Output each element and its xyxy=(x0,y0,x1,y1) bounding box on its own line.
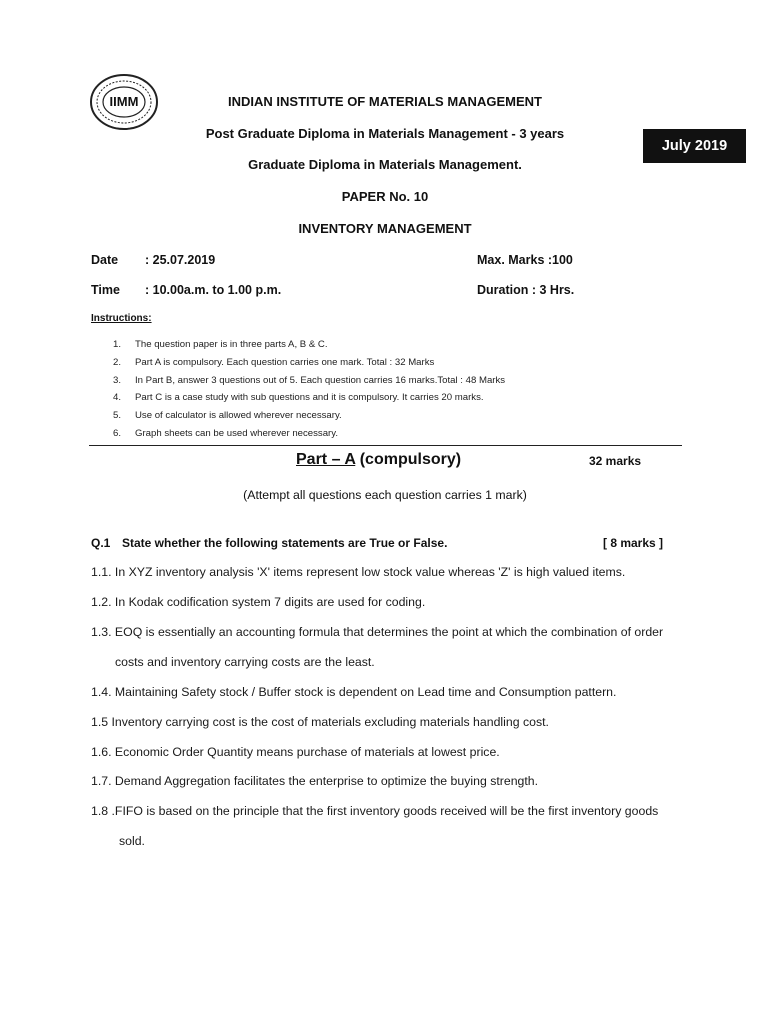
instruction-item: 3. In Part B, answer 3 questions out of 5. Each question carries 16 marks.Total : 48 Marks xyxy=(113,375,506,386)
duration: Duration : 3 Hrs. xyxy=(477,283,575,297)
instruction-item: 6. Graph sheets can be used wherever necessary. xyxy=(113,428,339,439)
part-a-suffix: (compulsory) xyxy=(355,451,462,468)
session-badge: July 2019 xyxy=(643,129,746,163)
paper-number: PAPER No. 10 xyxy=(341,189,429,204)
max-marks: Max. Marks :100 xyxy=(477,253,573,267)
program-title-gdmm: Graduate Diploma in Materials Management. xyxy=(248,157,522,172)
statement-1-7: 1.7. Demand Aggregation facilitates the enterprise to optimize the buying strength. xyxy=(91,774,539,788)
statement-1-1: 1.1. In XYZ inventory analysis 'X' items represent low stock value whereas 'Z' is high valued items. xyxy=(91,565,626,579)
institute-title: INDIAN INSTITUTE OF MATERIALS MANAGEMENT xyxy=(228,94,542,109)
q1-label: Q.1 xyxy=(91,536,111,550)
part-a-marks: 32 marks xyxy=(589,454,642,468)
time-value: : 10.00a.m. to 1.00 p.m. xyxy=(145,283,282,297)
instruction-item: 5. Use of calculator is allowed wherever necessary. xyxy=(113,410,342,421)
q1-marks: [ 8 marks ] xyxy=(603,536,664,550)
q1-text: State whether the following statements are True or False. xyxy=(122,536,448,550)
statement-1-2: 1.2. In Kodak codification system 7 digits are used for coding. xyxy=(91,595,426,609)
subject-title: INVENTORY MANAGEMENT xyxy=(298,221,472,236)
statement-1-3-cont: costs and inventory carrying costs are the least. xyxy=(115,655,375,669)
program-title-pgdmm: Post Graduate Diploma in Materials Management - 3 years xyxy=(205,126,565,141)
instruction-item: 1. The question paper is in three parts A, B & C. xyxy=(113,339,328,350)
date-label: Date xyxy=(91,253,119,267)
time-label: Time xyxy=(91,283,120,297)
statement-1-3: 1.3. EOQ is essentially an accounting formula that determines the point at which the combination of order xyxy=(91,625,664,639)
statement-1-8-cont: sold. xyxy=(119,834,145,848)
statement-1-4: 1.4. Maintaining Safety stock / Buffer stock is dependent on Lead time and Consumption pattern. xyxy=(91,685,617,699)
statement-1-6: 1.6. Economic Order Quantity means purchase of materials at lowest price. xyxy=(91,745,500,759)
logo-lettering: IIMM xyxy=(109,94,139,109)
section-divider xyxy=(89,445,682,446)
statement-1-8: 1.8 .FIFO is based on the principle that the first inventory goods received will be the first inventory goods xyxy=(91,804,659,818)
instruction-item: 2. Part A is compulsory. Each question carries one mark. Total : 32 Marks xyxy=(113,357,435,368)
date-value: : 25.07.2019 xyxy=(145,253,216,267)
statement-1-5: 1.5 Inventory carrying cost is the cost of materials excluding materials handling cost. xyxy=(91,715,549,729)
instruction-item: 4. Part C is a case study with sub questions and it is compulsory. It carries 20 marks. xyxy=(113,392,484,403)
part-a-title: Part – A xyxy=(296,451,356,468)
part-a-note: (Attempt all questions each question carries 1 mark) xyxy=(243,488,527,502)
instructions-heading: Instructions: xyxy=(91,313,152,324)
part-a-heading xyxy=(296,451,461,469)
